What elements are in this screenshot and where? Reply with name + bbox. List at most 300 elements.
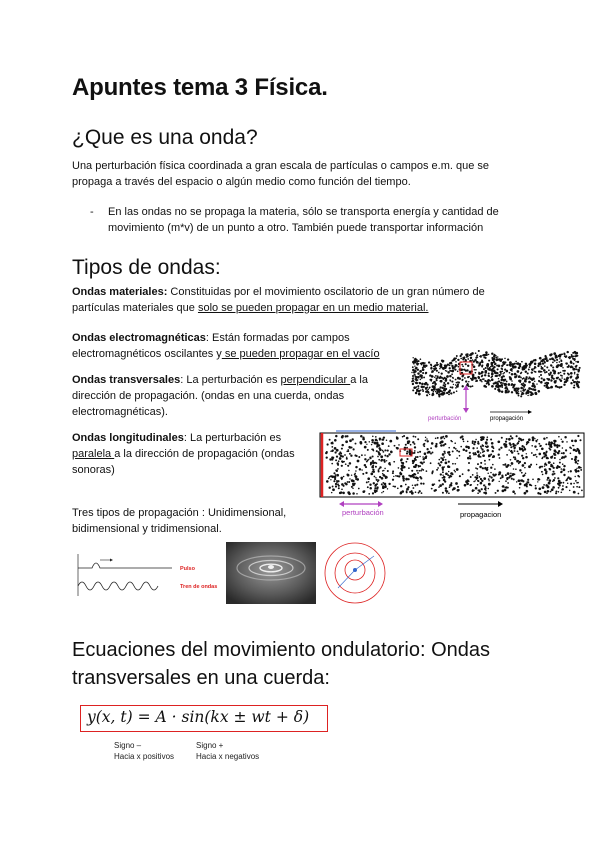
particle [555,355,557,357]
particle [435,443,437,445]
particle [351,479,354,482]
pulse-wave [78,563,172,568]
particle [383,436,385,438]
particle [473,377,475,379]
particle [541,360,543,362]
particle [390,451,393,454]
particle [504,387,506,389]
particle [383,491,384,492]
particle [462,365,464,367]
particle [406,450,408,452]
particle [566,441,568,443]
particle [429,387,431,389]
particle [400,459,402,461]
particle [441,377,443,379]
particle [382,473,384,475]
particle [375,462,377,464]
particle [538,487,541,490]
particle [573,486,575,488]
particle [481,381,482,382]
particle [509,372,511,374]
particle [461,375,463,377]
particle [445,378,447,380]
particle [467,479,469,481]
particle [563,474,565,476]
particle [516,481,518,483]
particle [445,462,448,465]
particle [568,373,570,375]
particle [422,362,424,364]
particle [544,468,547,471]
particle [346,474,348,476]
particle [375,466,377,468]
particle [328,477,330,479]
particle [511,370,513,372]
particle [518,440,520,442]
particle [465,445,468,448]
particle [336,455,338,457]
underlined-text: paralela [72,448,115,460]
particle [333,472,335,474]
particle [446,375,449,378]
particle [528,378,529,379]
text: electromagnéticas). [72,406,168,418]
particle [334,476,337,479]
particle [560,360,562,362]
particle [452,463,454,465]
particle [349,453,351,455]
particle [569,490,571,492]
particle [417,372,419,374]
particle [380,459,382,461]
particle [568,357,570,359]
particle [519,483,522,486]
particle [479,356,480,357]
particle [449,362,451,364]
particle [366,444,367,445]
particle [531,452,533,454]
particle [540,381,543,384]
particle [577,463,579,465]
particle [470,357,472,359]
text: partículas materiales que [72,302,198,314]
particle [336,474,339,477]
particle [561,468,563,470]
particle [398,467,400,469]
particle [560,482,562,484]
particle [361,469,363,471]
particle [373,482,375,484]
particle [472,489,474,491]
particle [429,394,430,395]
particle [511,478,513,480]
particle [477,362,479,364]
particle [393,461,395,463]
particle [506,364,508,366]
particle [331,492,332,493]
particle [450,392,452,394]
particle [432,376,434,378]
particle [576,374,578,376]
particle [469,452,471,454]
particle [436,388,438,390]
particle [556,377,559,380]
particle [507,487,509,489]
particle [443,476,446,479]
particle [481,447,483,449]
particle [560,380,562,382]
particle [340,455,342,457]
particle [435,375,437,377]
particle [479,379,482,382]
wavefront-circle [325,543,385,603]
particle [478,372,481,375]
text: : La perturbación es [183,432,282,444]
bullet-line: En las ondas no se propaga la materia, sólo se transporta energía y cantidad de [108,206,499,218]
particle [417,369,419,371]
particle [388,445,390,447]
particle [484,374,486,376]
particle [452,360,453,361]
particle [439,464,441,466]
particle [573,358,576,361]
particle [501,437,503,439]
particle [343,476,345,478]
particle [456,457,458,459]
particle [456,450,458,452]
particle [427,391,429,393]
particle [441,372,443,374]
particle [488,372,490,374]
particle [481,366,483,368]
particle [448,393,450,395]
particle [524,369,526,371]
particle [337,468,339,470]
particle [420,363,422,365]
particle [351,486,353,488]
particle [452,489,454,491]
particle [550,491,552,493]
particle [442,458,444,460]
particle [480,452,481,453]
particle [419,370,422,373]
particle [577,435,579,437]
particle [438,395,440,397]
particle [400,491,403,494]
particle [452,367,455,370]
particle [413,435,415,437]
particle [432,452,434,454]
particle [528,381,531,384]
particle [482,468,484,470]
particle [412,441,414,443]
particle [475,352,477,354]
text: Constituidas por el movimiento oscilatorio de un gran número de [167,286,485,298]
particle [433,391,434,392]
particle [430,453,432,455]
particle [356,478,359,481]
particle [519,447,521,449]
particle [490,472,491,473]
particle [451,386,453,388]
particle [402,465,404,467]
particle [507,472,510,475]
particle [364,454,365,455]
particle [546,479,548,481]
particle [341,460,343,462]
particle [531,368,533,370]
particle [567,366,569,368]
particle [497,440,500,443]
particle [574,372,576,374]
particle [454,463,456,465]
particle [575,355,577,357]
particle [492,359,493,360]
particle [418,470,420,472]
particle [557,372,559,374]
particle [351,474,352,475]
particle [370,457,372,459]
particle [562,485,564,487]
bullet-line: movimiento (m*v) de un punto a otro. También puede transportar información [108,222,484,234]
particle [423,461,425,463]
particle [570,373,572,375]
particle [374,487,376,489]
particle [541,458,543,460]
particle [532,439,534,441]
particle [521,472,523,474]
particle [504,383,507,386]
particle [535,454,537,456]
particle [379,438,381,440]
particle [530,464,532,466]
particle [559,358,560,359]
particle [417,480,418,481]
particle [388,453,390,455]
particle [356,493,358,495]
particle [387,450,389,452]
text: a la [350,374,368,386]
particle [481,361,483,363]
particle [505,370,508,373]
particle [375,490,378,493]
particle [498,471,501,474]
particle [522,367,524,369]
particle [417,438,419,440]
particle [521,372,523,374]
ondas-transversales-paragraph [72,372,392,420]
particle [559,462,561,464]
ray-line [338,570,355,588]
particle [485,441,488,444]
particle [445,472,448,475]
particle [412,474,414,476]
particle [530,391,532,393]
particle [457,486,459,488]
particle [548,482,551,485]
particle [539,479,541,481]
particle [457,381,459,383]
particle [335,483,337,485]
particle [512,474,514,476]
particle [553,453,556,456]
particle [486,439,488,441]
particle [546,371,548,373]
particle [524,467,526,469]
particle [382,486,385,489]
particle [519,365,521,367]
particle [423,376,425,378]
particle [464,377,466,379]
particle [409,491,411,493]
particle [517,362,520,365]
particle [438,459,440,461]
particle [415,379,417,381]
particle [538,363,541,366]
particle [478,490,480,492]
particle [514,493,515,494]
particle [577,482,579,484]
particle [512,443,514,445]
particle [521,455,523,457]
particle [496,372,498,374]
particle [498,481,499,482]
particle [419,476,421,478]
particle [492,464,494,466]
particle [334,451,336,453]
particle [444,480,446,482]
particle [462,385,464,387]
particle [564,436,566,438]
particle [447,451,449,453]
particle [560,364,563,367]
particle [494,354,496,356]
particle [426,470,428,472]
particle [525,363,527,365]
particle [541,471,543,473]
particle [573,445,575,447]
particle [531,371,533,373]
particle [577,475,579,477]
particle [548,441,550,443]
particle [444,452,446,454]
particle [480,438,483,441]
particle [378,469,380,471]
particle [375,439,378,442]
particle [570,365,572,367]
particle [414,365,415,366]
particle [511,437,513,439]
particle [436,377,438,379]
particle [556,359,558,361]
particle [372,460,374,462]
particle [435,391,437,393]
particle [439,377,442,380]
particle [507,392,509,394]
particle [455,384,456,385]
particle [506,478,508,480]
section-heading-que-es-una-onda: ¿Que es una onda? [72,126,258,149]
particle [400,485,402,487]
particle [406,490,408,492]
particle [380,455,383,458]
particle [543,484,545,486]
particle [526,486,528,488]
particle [510,446,512,448]
particle [480,446,482,448]
particle [480,462,482,464]
particle [416,470,418,472]
particle [459,475,461,477]
particle [346,458,348,460]
particle-field [411,350,581,397]
particle [406,461,408,463]
particle [403,480,405,482]
particle [471,353,473,355]
particle [331,457,333,459]
particle [575,450,577,452]
particle [576,368,578,370]
particle [414,446,416,448]
particle [485,386,486,387]
particle [405,444,407,446]
particle [333,480,335,482]
particle [415,367,417,369]
particle [523,474,525,476]
particle [561,375,563,377]
particle [372,462,375,465]
particle [446,370,447,371]
particle [491,368,493,370]
particle [528,438,531,441]
particle [468,381,469,382]
particle [330,479,331,480]
particle [566,362,568,364]
particle [406,488,409,491]
particle [548,479,551,482]
particle [488,354,489,355]
particle [472,474,474,476]
particle [381,483,383,485]
particle [396,447,398,449]
particle [496,386,498,388]
particle [340,491,342,493]
particle [533,454,535,456]
label-perturbacion: perturbación [428,416,462,422]
particle [516,392,519,395]
particle [445,384,447,386]
particle [487,472,489,474]
particle [397,487,399,489]
particle [460,446,462,448]
particle [406,437,409,440]
particle [381,442,384,445]
particle [511,368,513,370]
particle [569,447,571,449]
particle [534,363,537,366]
particle [481,480,483,482]
particle [553,462,555,464]
particle [518,395,520,397]
particle [546,457,549,460]
particle [421,385,424,388]
particle [477,480,479,482]
particle [375,484,377,486]
particle [431,442,434,445]
particle [518,462,520,464]
particle [438,462,440,464]
particle [552,473,554,475]
